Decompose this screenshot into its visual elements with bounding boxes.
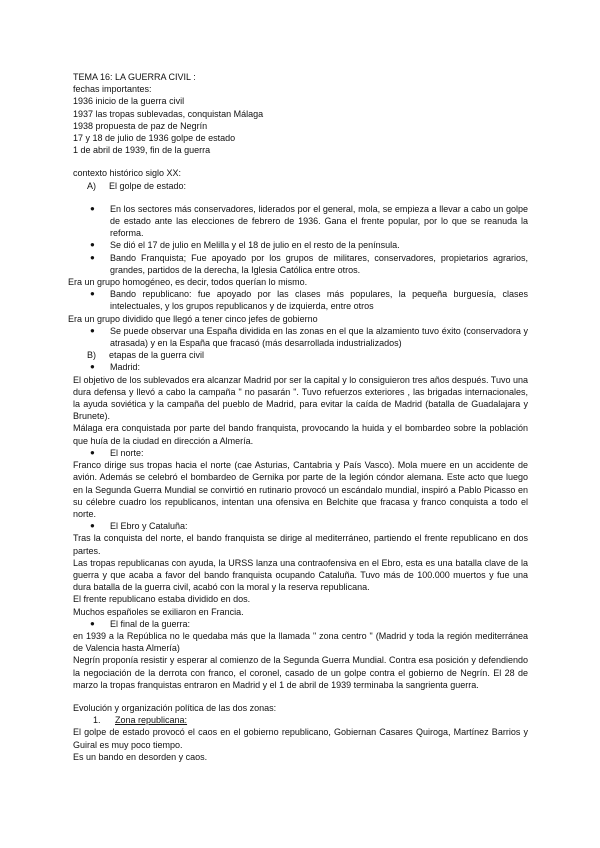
bullet-icon: ●: [90, 240, 95, 250]
fecha-item: 1938 propuesta de paz de Negrín: [73, 120, 208, 131]
list-item-text: El norte:: [110, 447, 144, 458]
document-title: TEMA 16: LA GUERRA CIVIL :: [73, 72, 196, 82]
fechas-list: [73, 95, 528, 156]
list-number: 1.: [93, 715, 101, 726]
list-item: [73, 447, 528, 459]
bullet-icon: ●: [90, 203, 95, 213]
fecha-item: 1936 inicio de la guerra civil: [73, 96, 185, 107]
bullet-icon: ●: [90, 325, 95, 335]
spacer: [73, 691, 528, 702]
section-label: El golpe de estado:: [109, 180, 187, 191]
paragraph: Las tropas republicanas con ayuda, la URSS lanza una contraofensiva en el Ebro, esta es una batalla clave de la guerra y que acaba a favor del bando franquista ocupando Cataluña. Tuvo más de 100.000 muertos y fue una dura batalla de la guerra civil, acabó con la moral y la reserva republicana.: [73, 557, 528, 593]
list-item-text: Se puede observar una España dividida en las zonas en el que la alzamiento tuvo éxito (conservadora y atrasada) y en la España que fracasó (más desarrollada industrializados): [110, 325, 528, 349]
bullet-icon: ●: [90, 618, 95, 628]
bullet-icon: ●: [90, 252, 95, 262]
zona-heading: [73, 714, 528, 726]
section-number: B): [87, 350, 96, 361]
list-item: [73, 252, 528, 276]
list-item: [73, 288, 528, 312]
paragraph: Era un grupo homogéneo, es decir, todos querían lo mismo.: [68, 277, 308, 288]
paragraph: El objetivo de los sublevados era alcanzar Madrid por ser la capital y lo consiguieron tres años después. Tuvo una dura defensa y llevó a cabo la campaña " no pasarán ". Tuvo refuerzos exteriores , las brigadas internacionales, la ayuda soviética y la campaña del pueblo de Madrid, para evitar la caída de Madrid (batalla de Guadalajara y Brunete).: [73, 374, 528, 422]
paragraph: Es un bando en desorden y caos.: [73, 751, 208, 762]
paragraph: Negrín proponía resistir y esperar al comienzo de la Segunda Guerra Mundial. Contra esa posición y defendiendo la negociación de la derrota con franco, el coronel, casado de un golpe contra el gobierno de Negrín. El 28 de marzo la tropas franquistas entraron en Madrid y el 1 de abril de 1939 terminaba la sangrienta guerra.: [73, 655, 528, 690]
list-item-text: Bando Franquista; Fue apoyado por los grupos de militares, conservadores, propietarios agrarios, grandes, partidos de la derecha, la Iglesia Católica entre otros.: [110, 252, 528, 275]
bullet-icon: ●: [90, 289, 95, 299]
list-item: [73, 520, 528, 532]
list-item: [73, 325, 528, 349]
list-item: [73, 361, 528, 373]
document-body: [68, 71, 528, 763]
paragraph: Franco dirige sus tropas hacia el norte (cae Asturias, Cantabria y País Vasco). Mola muere en un accidente de avión. Además se celebró el bombardeo de Gernika por parte de la legión cóndor alemana. Este acto que luego en la Segunda Guerra Mundial se convirtió en rutinario provocó un escándalo mundial, inspiró a Pablo Picasso en su célebre cuadro los republicanos, intentan una ofensiva en Belchite que fracasa y franco conquista a todo el norte.: [73, 460, 528, 519]
section-number: A): [87, 180, 96, 191]
section-label: etapas de la guerra civil: [109, 350, 205, 361]
fecha-item: 1937 las tropas sublevadas, conquistan Málaga: [73, 108, 264, 119]
list-item-text: Bando republicano: fue apoyado por las clases más populares, la pequeña burguesía, clases intelectuales, y los grupos republicanos y de izquierda, entre otros: [110, 289, 528, 312]
list-item-text: En los sectores más conservadores, liderados por el general, mola, se empieza a llevar a cabo un golpe de estado ante las elecciones de febrero de 1936. Gana el frente popular, por lo que se reanuda la reforma.: [110, 203, 528, 239]
section-a-heading: [73, 180, 528, 192]
fecha-item: 17 y 18 de julio de 1936 golpe de estado: [73, 133, 236, 144]
list-item-text: Madrid:: [110, 362, 141, 373]
paragraph: El frente republicano estaba dividido en dos.: [73, 594, 251, 605]
list-item-text: Se dió el 17 de julio en Melilla y el 18 de julio en el resto de la península.: [110, 240, 400, 251]
fecha-item: 1 de abril de 1939, fin de la guerra: [73, 145, 211, 156]
spacer: [73, 156, 528, 167]
zona-label: Zona republicana:: [115, 715, 188, 726]
list-item-text: El Ebro y Cataluña:: [110, 521, 188, 532]
fechas-heading: fechas importantes:: [73, 84, 152, 95]
paragraph: Málaga era conquistada por parte del bando franquista, provocando la huida y el bombardeo sobre la población que huía de la ciudad en dirección a Almería.: [73, 423, 528, 446]
list-item: [73, 239, 528, 251]
contexto-heading: contexto histórico siglo XX:: [73, 168, 182, 179]
paragraph: Tras la conquista del norte, el bando franquista se dirige al mediterráneo, partiendo el frente republicano en dos partes.: [73, 533, 528, 556]
paragraph: El golpe de estado provocó el caos en el gobierno republicano, Gobiernan Casares Quiroga, Martínez Barrios y Guiral es muy poco tiempo.: [73, 727, 528, 750]
paragraph: en 1939 a la República no le quedaba más que la llamada " zona centro " (Madrid y toda la región mediterránea de Valencia hasta Almería): [73, 630, 528, 654]
list-item: [73, 203, 528, 240]
paragraph: Era un grupo dividido que llegó a tener cinco jefes de gobierno: [68, 313, 318, 324]
bullet-icon: ●: [90, 362, 95, 372]
list-item: [73, 618, 528, 630]
section-b-heading: [73, 349, 528, 361]
list-item-text: El final de la guerra:: [110, 618, 191, 629]
evolucion-heading: Evolución y organización política de las dos zonas:: [73, 702, 277, 713]
paragraph: Muchos españoles se exiliaron en Francia.: [73, 606, 244, 617]
spacer: [73, 192, 528, 203]
bullet-icon: ●: [90, 447, 95, 457]
bullet-icon: ●: [90, 521, 95, 531]
